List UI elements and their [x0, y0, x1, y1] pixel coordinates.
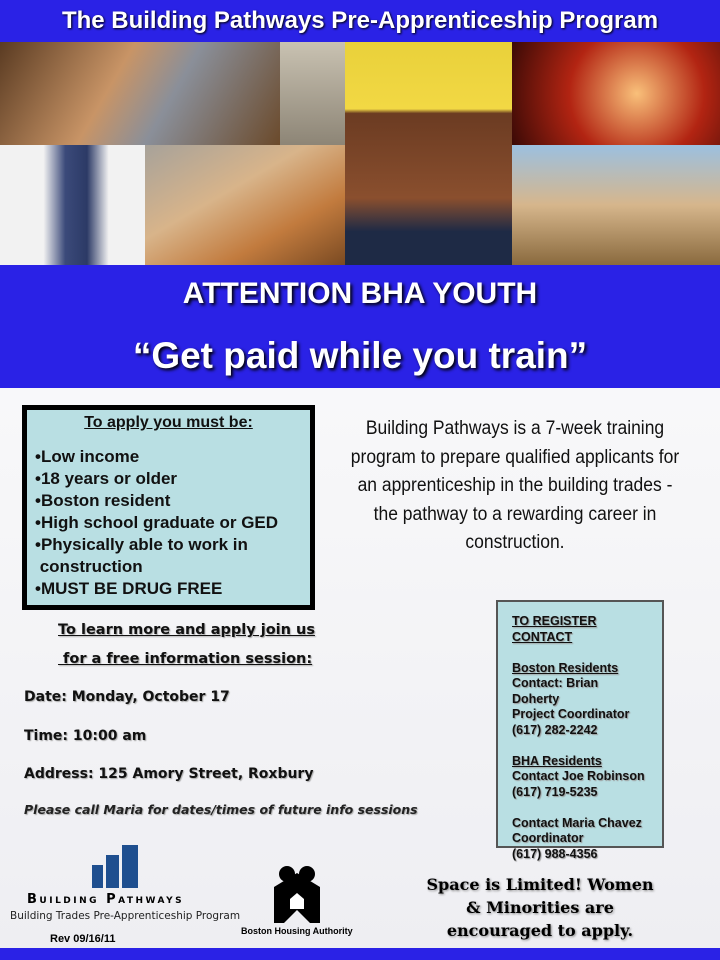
requirement-item: •Physically able to work in	[35, 535, 248, 554]
limited-line: Space is Limited! Women	[426, 875, 654, 894]
maria-title: Coordinator	[512, 831, 584, 845]
requirement-item: •High school graduate or GED	[35, 513, 279, 532]
boston-contact: Contact: Brian Doherty	[512, 676, 599, 706]
session-intro-1: To learn more and apply join us	[58, 622, 315, 638]
program-description: Building Pathways is a 7-week training program to prepare qualified applicants for an apprenticeship in the building trades - the pathway to a rewarding career in construction.	[350, 418, 680, 553]
headline: ATTENTION BHA YOUTH	[182, 277, 538, 310]
requirements-heading: To apply you must be:	[84, 414, 253, 431]
boston-phone: (617) 282-2242	[512, 722, 598, 737]
space-limited-note	[405, 873, 675, 942]
requirement-item: •18 years or older	[35, 469, 178, 488]
banner	[0, 265, 720, 388]
revision-date: Rev 09/16/11	[50, 933, 116, 945]
session-intro-2: for a free information session:	[58, 651, 313, 667]
requirement-item: •Low income	[35, 447, 140, 466]
photo-tools	[280, 42, 345, 145]
register-contact-box	[496, 600, 664, 861]
requirement-item: •Boston resident	[35, 491, 171, 510]
bha-contact: Contact Joe Robinson	[512, 769, 645, 783]
register-heading: TO REGISTER CONTACT	[512, 614, 597, 644]
photo-worker-hardhat	[345, 42, 512, 265]
requirements-box	[22, 405, 315, 610]
photo-welding-sparks	[512, 42, 720, 145]
boston-title: Project Coordinator	[512, 707, 630, 721]
photo-power-tool	[0, 42, 280, 145]
bottom-bar	[0, 948, 720, 960]
bha-phone: (617) 719-5235	[512, 784, 598, 799]
building-pathways-logo-icon	[92, 845, 138, 888]
logo-name: Building Pathways	[27, 892, 185, 907]
photo-hammer	[145, 145, 345, 265]
bha-heading: BHA Residents	[512, 753, 602, 768]
maria-phone: (617) 988-4356	[512, 846, 598, 861]
session-note: Please call Maria for dates/times of future info sessions	[24, 802, 418, 817]
bha-name: Boston Housing Authority	[241, 926, 353, 936]
page-title: The Building Pathways Pre-Apprenticeship Program	[0, 0, 720, 42]
requirement-item: •MUST BE DRUG FREE	[35, 579, 223, 598]
requirement-item: construction	[35, 557, 143, 576]
limited-line: encouraged to apply.	[446, 921, 634, 940]
logo-subtitle: Building Trades Pre-Apprenticeship Program	[10, 910, 241, 922]
photo-construction-site	[512, 145, 720, 265]
session-time: Time: 10:00 am	[24, 728, 147, 744]
bha-logo-icon	[270, 865, 324, 925]
session-date: Date: Monday, October 17	[24, 689, 230, 705]
boston-heading: Boston Residents	[512, 660, 619, 675]
photo-man-plans	[0, 145, 145, 265]
tagline: “Get paid while you train”	[132, 335, 588, 376]
maria-contact: Contact Maria Chavez	[512, 815, 642, 830]
limited-line: & Minorities are	[466, 898, 614, 917]
session-address: Address: 125 Amory Street, Roxbury	[24, 766, 314, 782]
